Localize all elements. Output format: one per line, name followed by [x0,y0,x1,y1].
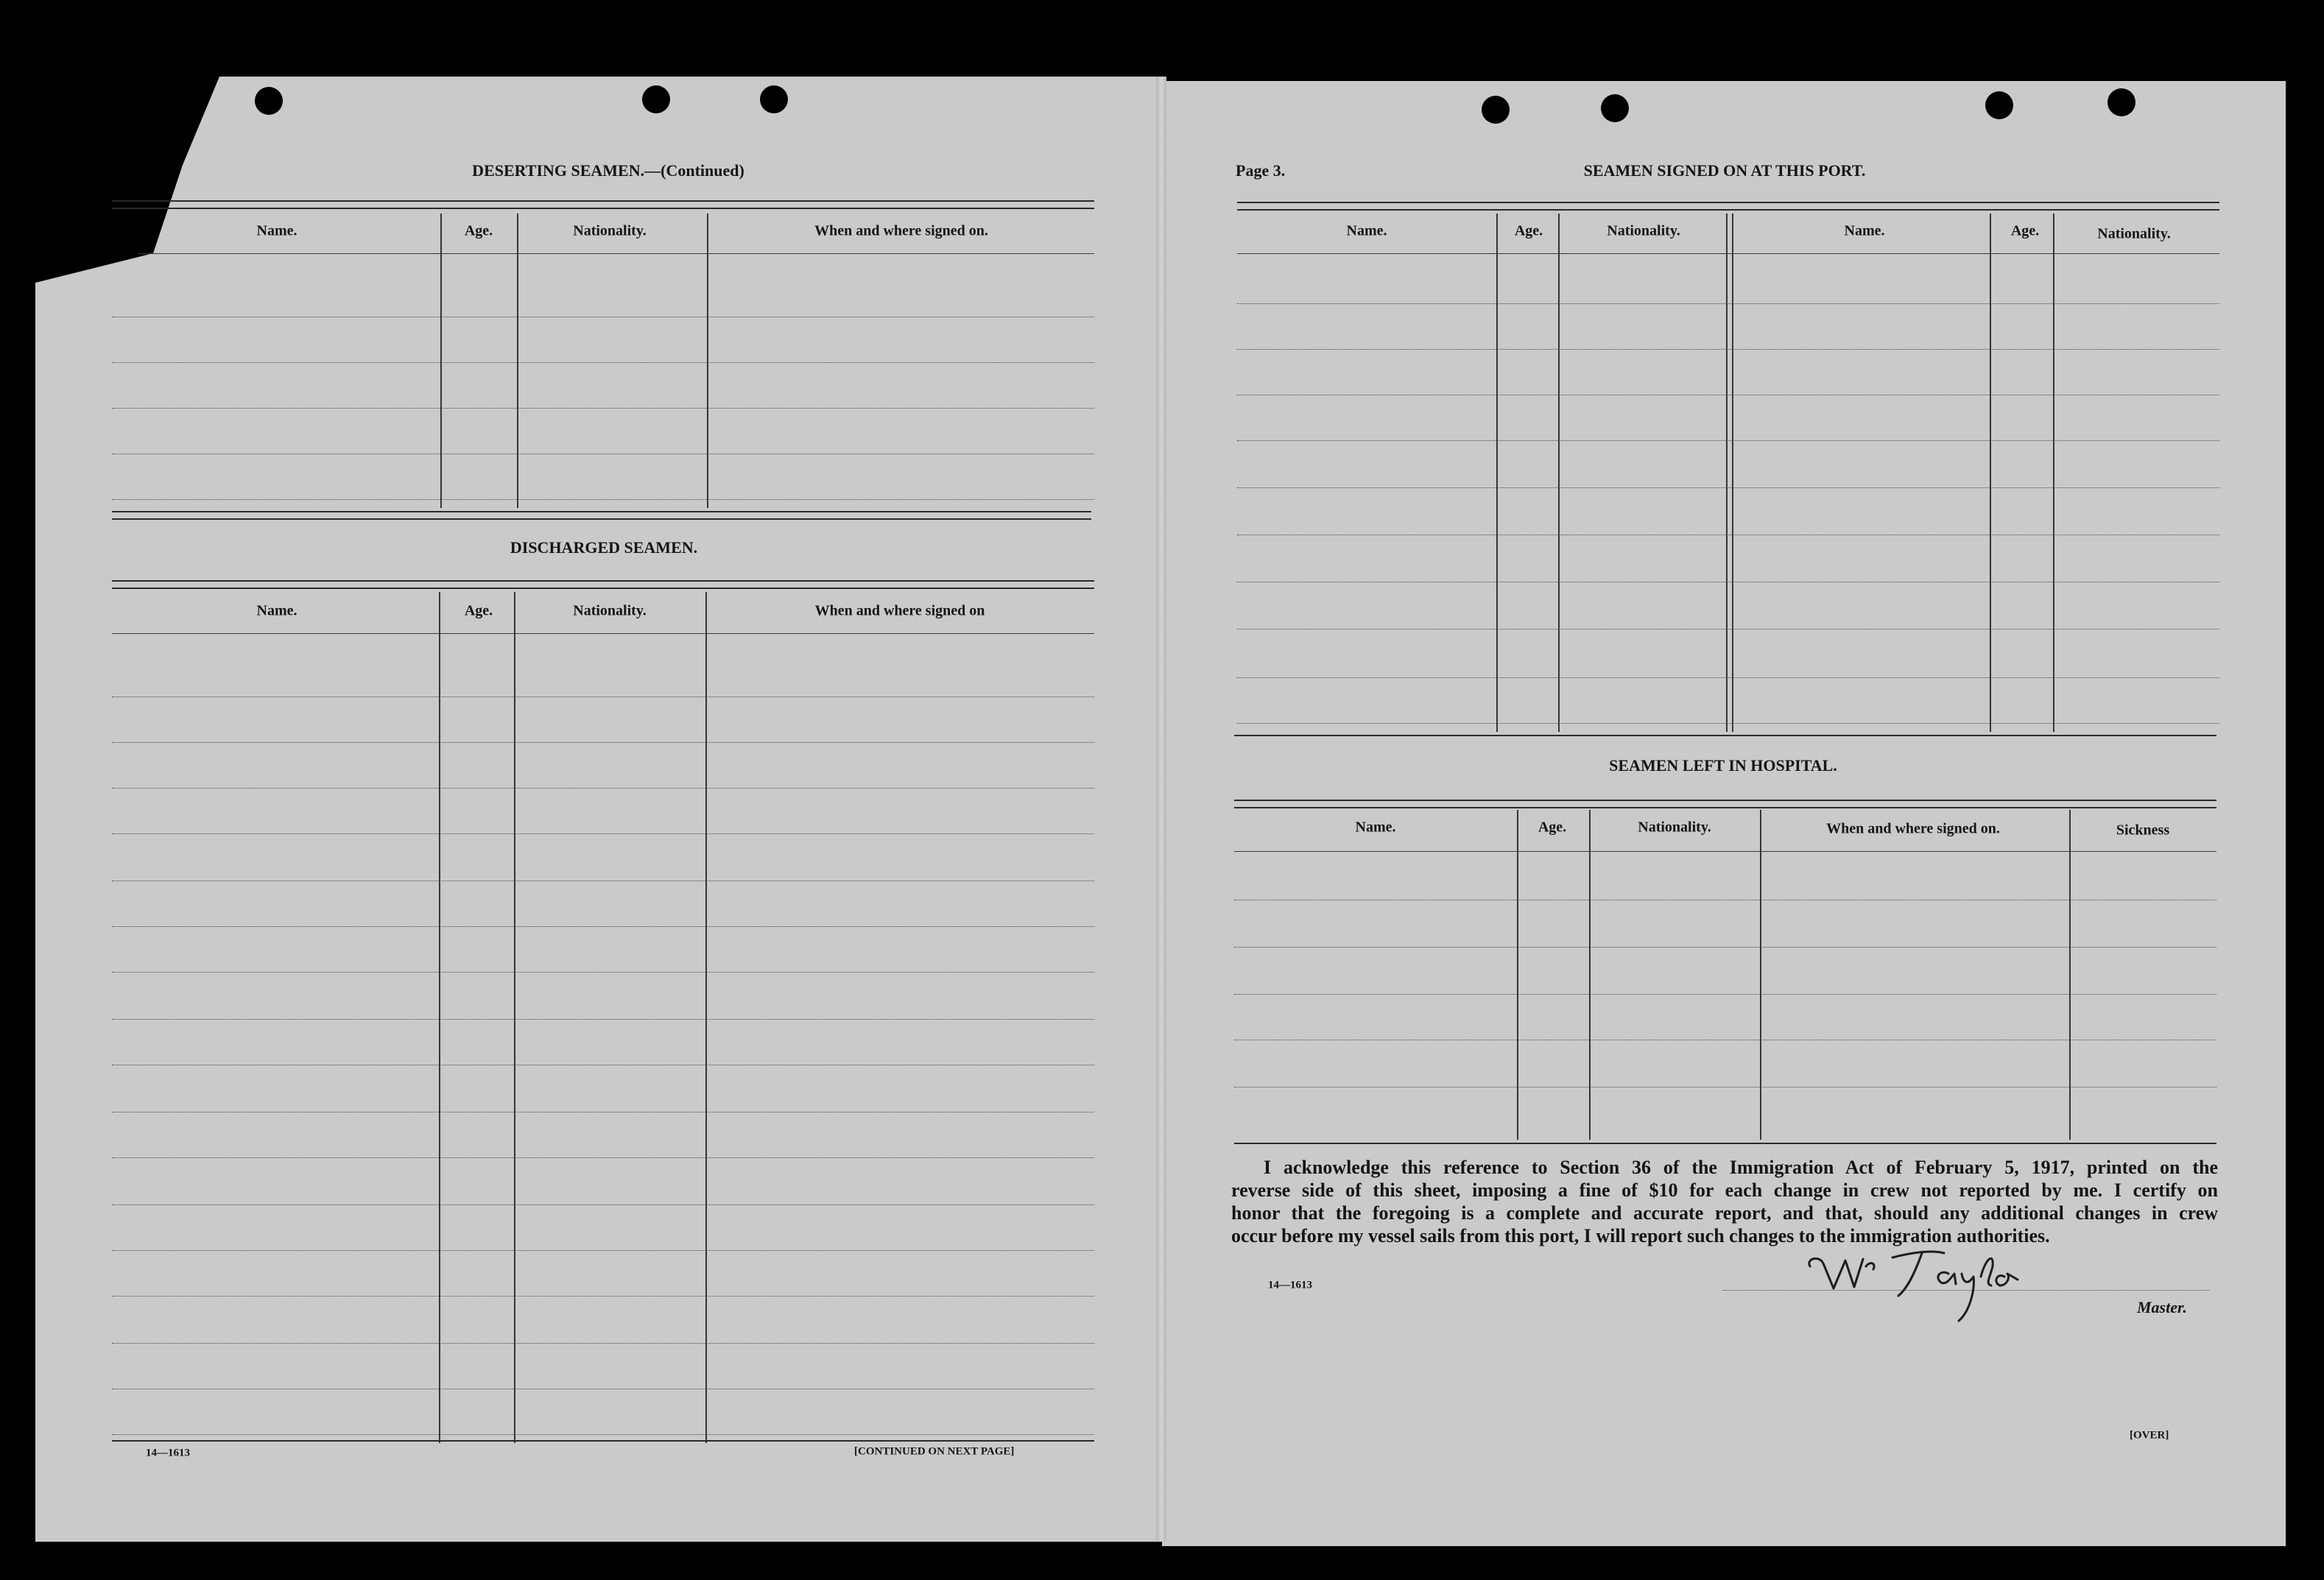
punch-hole [1482,96,1510,124]
form-row-line [1237,487,2219,488]
column-header: Name. [1844,222,1885,239]
column-header: Nationality. [573,602,647,619]
column-header: Nationality. [1607,222,1680,239]
master-label: Master. [2137,1298,2187,1316]
form-row-line [112,742,1094,743]
punch-hole [2108,88,2135,116]
seamen-hospital-title: SEAMEN LEFT IN HOSPITAL. [1609,756,1837,775]
form-row-line [1237,440,2219,441]
table-rule [1237,209,2219,211]
punch-hole [255,87,283,115]
punch-hole [1601,94,1629,122]
table-rule [1234,1143,2216,1144]
column-divider [440,214,442,508]
form-row-line [1237,303,2219,304]
acknowledgement-paragraph [1231,1156,2218,1247]
acknowledgement-line: occur before my vessel sails from this port, I will report such changes to the immigration authorities. [1231,1225,2050,1246]
header-underline [1237,253,2219,254]
acknowledgement-line: reverse side of this sheet, imposing a fine of $10 for each change in crew not reported by me. I certify on [1231,1179,2218,1201]
form-row-line [112,972,1094,973]
acknowledgement-line: I acknowledge this reference to Section 36 of the Immigration Act of February 5, 1917, printed on the [1264,1157,2218,1178]
discharged-seamen-title: DISCHARGED SEAMEN. [510,538,698,557]
column-divider [1726,214,1728,732]
form-row-line [112,1157,1094,1158]
column-divider [1990,214,1991,732]
column-header: Name. [1346,222,1387,239]
form-row-line [112,1250,1094,1251]
punch-hole [1985,91,2013,119]
table-rule [112,511,1091,512]
form-row-line [1237,677,2219,678]
table-rule [112,580,1094,582]
table-rule [112,588,1094,589]
continued-note: [CONTINUED ON NEXT PAGE] [854,1445,1015,1458]
table-rule [1237,202,2219,203]
form-row-line [112,926,1094,927]
column-header: Name. [1355,819,1396,836]
table-rule [112,208,1094,209]
column-header: When and where signed on. [1826,820,2000,837]
form-row-line [1234,947,2216,948]
header-underline [138,253,1094,254]
column-divider [517,214,518,508]
punch-hole [642,85,670,113]
form-row-line [1237,349,2219,350]
acknowledgement-line: honor that the foregoing is a complete and accurate report, and that, should any additional changes in crew [1231,1202,2218,1224]
column-divider [2053,214,2054,732]
column-divider [439,592,440,1443]
column-header: Age. [464,222,493,239]
form-row-line [112,1343,1094,1344]
column-divider [2069,810,2071,1140]
column-divider [707,214,708,508]
column-divider [1732,214,1733,732]
form-number: 14—1613 [146,1447,190,1459]
column-divider [705,592,707,1443]
form-row-line [112,1434,1094,1435]
table-rule [112,1440,1094,1442]
column-header: Nationality. [1638,819,1711,836]
form-row-line [112,408,1094,409]
column-header: Age. [464,602,493,619]
form-row-line [1234,994,2216,995]
table-rule [112,200,1094,202]
form-row-line [1237,723,2219,724]
column-header: Name. [256,602,297,619]
column-header: Nationality. [2097,225,2171,242]
form-row-line [112,1296,1094,1297]
column-header: When and where signed on. [814,222,988,239]
page-fold [1156,77,1166,1542]
column-header: Sickness [2116,822,2170,839]
right-page [1162,81,2286,1546]
page-number: Page 3. [1236,161,1286,180]
column-divider [1558,214,1560,732]
column-header: Age. [1538,819,1567,836]
column-divider [1496,214,1498,732]
form-number: 14—1613 [1268,1279,1312,1291]
seamen-signed-title: SEAMEN SIGNED ON AT THIS PORT. [1583,161,1866,180]
table-rule [112,518,1091,520]
column-header: Age. [1514,222,1543,239]
master-signature [1804,1244,2069,1325]
column-header: When and where signed on [814,602,985,619]
form-row-line [112,696,1094,697]
form-row-line [112,362,1094,363]
form-row-line [112,833,1094,834]
column-header: Name. [256,222,297,239]
over-note: [OVER] [2130,1429,2169,1442]
column-divider [514,592,515,1443]
deserting-seamen-title: DESERTING SEAMEN.—(Continued) [472,161,744,180]
signature-line [1723,1290,2209,1291]
table-rule [1234,807,2216,808]
column-divider [1517,810,1518,1140]
form-row-line [112,499,1094,500]
column-divider [1760,810,1761,1140]
table-rule [1234,735,2216,736]
table-rule [1234,800,2216,801]
left-page [35,77,1162,1542]
punch-hole [760,85,788,113]
header-underline [112,633,1094,634]
form-row-line [112,1019,1094,1020]
column-header: Age. [2010,222,2040,239]
form-row-line [112,788,1094,789]
column-header: Nationality. [573,222,647,239]
column-divider [1589,810,1591,1140]
